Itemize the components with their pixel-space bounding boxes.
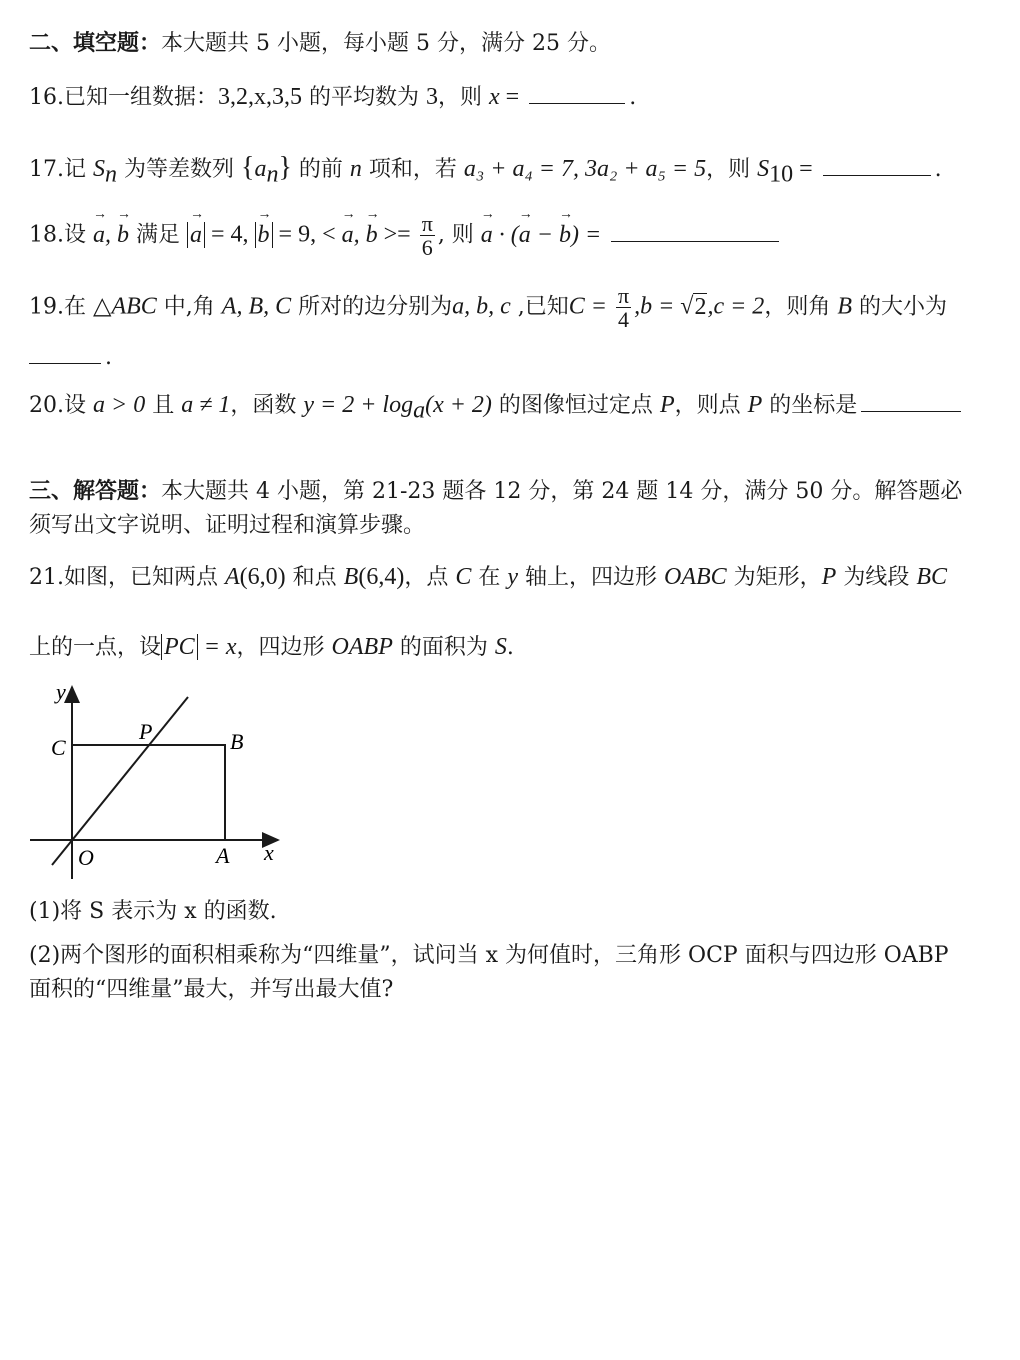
q19-sqrt: 2 xyxy=(694,293,707,320)
q18-abs-b: → b xyxy=(255,222,273,248)
q21-part2-line2 xyxy=(29,974,393,1006)
q21-l1a: 如图，已知两点 xyxy=(64,565,225,590)
q19-mid2: 所对的边分别为 xyxy=(291,294,453,320)
q20-pre: 设 xyxy=(64,393,93,418)
rectangle-oabc xyxy=(72,745,225,840)
section2-title: 二、填空题： xyxy=(29,31,162,56)
question-19: 19.在 △ABC 中,角 A, B, C 所对的边分别为a, b, c ,已知C = $\frac{\pi}{4}$ ,b = √2,c = 2，则角 B 的大小为 xyxy=(29,283,947,333)
q19-answer-blank[interactable] xyxy=(29,362,101,364)
q21-l2c: ，四边形 xyxy=(236,635,332,660)
q19-end: 的大小为 xyxy=(851,294,947,320)
q21-P: P xyxy=(821,564,837,590)
q16-number: 16. xyxy=(29,85,64,110)
q19-answer-line: . xyxy=(29,342,112,374)
q20-cond2: a ≠ 1 xyxy=(181,392,231,418)
q19-angles: A, B, C xyxy=(221,293,292,320)
q21-A-coord: (6,0) xyxy=(239,564,286,590)
q17-condition: a₃ + a₄ = 7, 3a₂ + a₅ = 5 xyxy=(463,156,707,182)
q21-l1d: 在 xyxy=(471,565,508,590)
q19-mid: 中,角 xyxy=(156,294,222,320)
q18-answer-blank[interactable] xyxy=(611,240,779,242)
q21-figure xyxy=(20,675,290,885)
q16-eq: = xyxy=(499,84,526,110)
q21-l2e: . xyxy=(506,635,514,660)
q20-func: y = 2 + log xyxy=(303,392,414,418)
q18-mid: 满足 xyxy=(129,222,187,248)
q21-part1-text: (1)将 S 表示为 x 的函数. xyxy=(29,899,277,924)
section3-desc: 本大题共 4 小题，第 21-23 题各 12 分，第 24 题 14 分，满分 50 分。解答题必 xyxy=(161,479,963,504)
section3-title: 三、解答题： xyxy=(29,479,162,504)
q21-part2-line1 xyxy=(29,940,949,972)
q17-answer-blank[interactable] xyxy=(823,174,931,176)
q20-P2: P xyxy=(747,392,763,418)
q21-l2b: = x xyxy=(197,634,237,660)
q18-abs-a: → a xyxy=(187,222,205,248)
q21-BC: BC xyxy=(916,564,947,590)
q21-l1c: ，点 xyxy=(404,565,456,590)
q21-l1b: 和点 xyxy=(285,565,344,590)
q17-ask: ，则 xyxy=(706,157,758,182)
q19-fraction: $\frac{\pi}{4}$ xyxy=(617,283,630,333)
q21-l2a: 上的一点，设 xyxy=(29,635,162,660)
label-B: B xyxy=(230,729,244,754)
q20-number: 20. xyxy=(29,393,64,418)
label-A: A xyxy=(216,843,230,868)
section3-desc2: 须写出文字说明、证明过程和演算步骤。 xyxy=(29,513,426,538)
q18-abs-a-val: = 4, xyxy=(205,221,255,248)
q18-angle: → a, → b xyxy=(342,222,378,248)
q18-number: 18. xyxy=(29,222,64,248)
q19-mid3: ,已知 xyxy=(510,294,569,320)
q19-B: B xyxy=(837,293,852,320)
q21-l1f: 为矩形， xyxy=(726,565,822,590)
section2-desc: 本大题共 5 小题，每小题 5 分，满分 25 分。 xyxy=(161,31,611,56)
q20-answer-blank[interactable] xyxy=(861,410,961,412)
q16-ask: ，则 xyxy=(438,85,490,110)
q19-sides: a, b, c xyxy=(452,293,511,320)
section3-desc-line2 xyxy=(29,510,425,542)
q17-a: a xyxy=(254,156,267,182)
q19-number: 19. xyxy=(29,294,64,320)
q19-triangle: △ABC xyxy=(93,293,157,320)
label-x: x xyxy=(264,840,274,865)
q17-end: . xyxy=(934,157,942,182)
q18-vectors: → a, → b xyxy=(93,222,129,248)
q19-pre: 在 xyxy=(64,294,93,320)
label-C: C xyxy=(51,735,66,760)
q21-OABC: OABC xyxy=(663,564,727,590)
q16-answer-blank[interactable] xyxy=(529,102,625,104)
q21-B-coord: (6,4) xyxy=(358,564,405,590)
q19-c: C = xyxy=(568,293,613,320)
q16-mid: 的平均数为 xyxy=(302,85,427,110)
q17-s-sub: n xyxy=(105,161,117,188)
q21-l1e: 轴上，四边形 xyxy=(517,565,664,590)
question-21-line1 xyxy=(29,560,947,595)
q21-l1g: 为线段 xyxy=(836,565,917,590)
q18-expr: → a · (→ a − → b) = xyxy=(481,222,607,248)
q16-data: 3,2,x,3,5 xyxy=(218,84,303,110)
q20-mid3: 的图像恒过定点 xyxy=(491,393,660,418)
q18-abs-b-val: = 9, < xyxy=(272,221,342,248)
q21-S: S xyxy=(494,634,507,660)
question-21-line2 xyxy=(29,630,514,665)
section2-heading xyxy=(29,28,611,60)
question-18 xyxy=(29,212,783,259)
q17-mid3: 项和，若 xyxy=(361,157,464,182)
q21-PC: PC xyxy=(161,634,198,660)
q17-s: S xyxy=(93,156,105,182)
q19-c-value: ,c = 2 xyxy=(707,293,765,320)
question-20 xyxy=(29,388,965,428)
q21-y: y xyxy=(507,564,518,590)
q18-pre: 设 xyxy=(64,222,93,248)
question-17: 17.记 $S_n$ 为等差数列 $\{a_n\}$ 的前 n 项和，若 a₃ + a₄ = 7, 3a₂ + a₅ = 5，则 $S_{10}$ = . xyxy=(29,152,942,188)
q17-mid: 为等差数列 xyxy=(117,157,241,182)
q21-A: A xyxy=(225,564,240,590)
q20-mid: 且 xyxy=(145,393,182,418)
q21-l2d: 的面积为 xyxy=(392,635,495,660)
label-P: P xyxy=(139,719,153,744)
q20-P: P xyxy=(659,392,675,418)
q19-b: ,b = xyxy=(634,293,681,320)
section3-heading xyxy=(29,476,962,508)
q20-end: 的坐标是 xyxy=(762,393,858,418)
q21-part2-text: (2)两个图形的面积相乘称为“四维量”，试问当 x 为何值时，三角形 OCP 面积与四边形 OABP xyxy=(29,943,949,968)
q21-OABP: OABP xyxy=(331,634,393,660)
q17-s10: S xyxy=(757,156,770,182)
q19-ask: ，则角 xyxy=(764,294,838,320)
q21-C: C xyxy=(455,564,472,590)
question-16 xyxy=(29,80,636,115)
q21-B: B xyxy=(343,564,359,590)
q18-fraction: $\frac{\pi}{6}$ xyxy=(421,211,433,261)
q18-angle-end: >= xyxy=(377,221,417,248)
q20-log-base: a xyxy=(413,397,426,424)
q21-number: 21. xyxy=(29,565,64,590)
q17-mid2: 的前 xyxy=(291,157,350,182)
q20-cond: a > 0 xyxy=(93,392,146,418)
q21-part2-text2: 面积的“四维量”最大，并写出最大值? xyxy=(29,977,394,1002)
q16-x: x xyxy=(489,84,500,110)
q20-func2: (x + 2) xyxy=(425,392,492,418)
q16-end: . xyxy=(629,85,637,110)
q20-mid4: ，则点 xyxy=(674,393,748,418)
q20-mid2: ，函数 xyxy=(230,393,304,418)
q17-n: n xyxy=(349,156,362,182)
q16-text: 已知一组数据： xyxy=(64,85,219,110)
q17-pre: 记 xyxy=(64,157,93,182)
q16-mean: 3 xyxy=(426,84,439,110)
label-y: y xyxy=(56,679,66,704)
q21-part1 xyxy=(29,896,277,928)
label-O: O xyxy=(78,845,94,870)
q17-eq: = xyxy=(793,156,819,182)
q17-number: 17. xyxy=(29,157,64,182)
q18-ask: , 则 xyxy=(437,222,481,248)
q17-s10-sub: 10 xyxy=(769,161,794,188)
